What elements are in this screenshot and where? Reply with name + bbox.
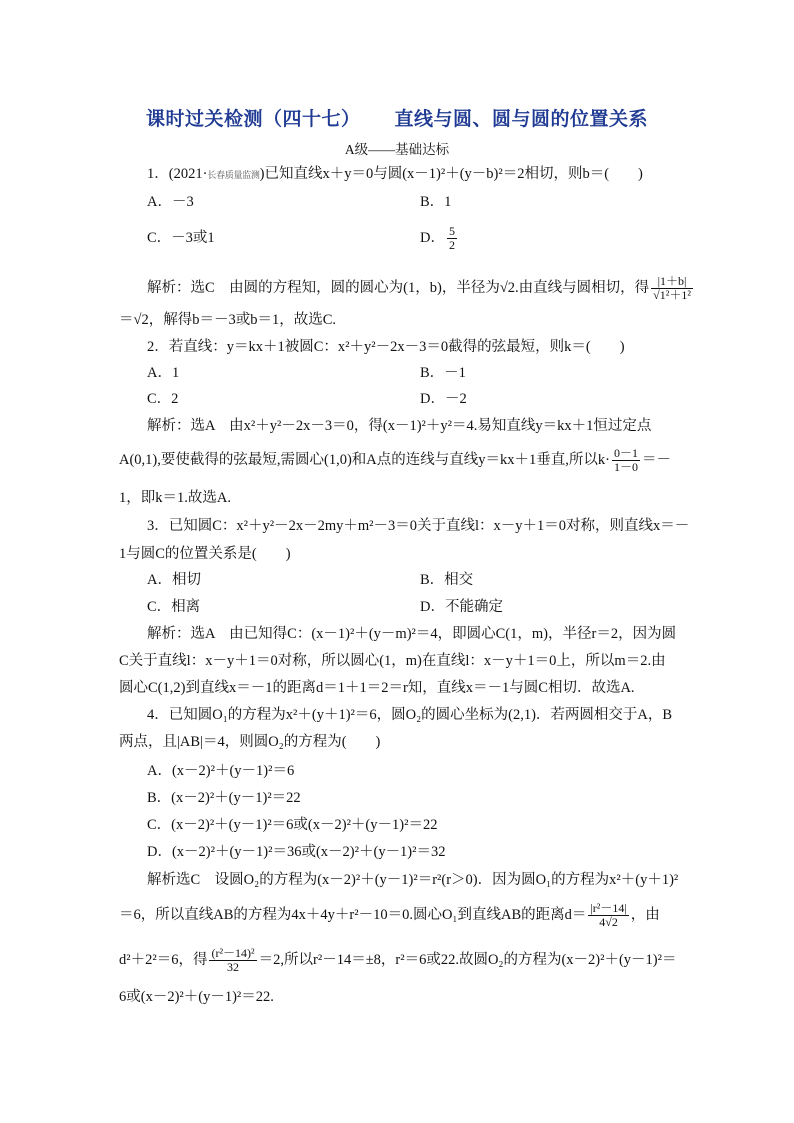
q1-option-d: D． $\frac{5}{2}$	[420, 224, 455, 253]
title-right: 直线与圆、圆与圆的位置关系	[394, 108, 649, 130]
q1-solution-line-1: 解析：选C 由圆的方程知，圆的圆心为(1，b)，半径为√2.由直线与圆相切，得 $\frac{|1+b|}{\text{√1²＋1²}}$	[147, 274, 691, 303]
q1-source: 长春质量监测	[207, 170, 260, 180]
q2-solution-line-1: 解析：选A 由x²＋y²－2x－3＝0，得(x－1)²＋y²＝4.易知直线y＝kx＋1恒过定点	[147, 418, 652, 434]
q4-solution-line-2: ＝6，所以直线AB的方程为4x＋4y＋r²－10＝0.圆心O₁到直线AB的距离d＝ $\frac{\text{|r²－14|}}{4√2}$ ，由	[119, 901, 660, 930]
q3-option-d: D．不能确定	[420, 599, 503, 615]
q2-option-b: B．－1	[420, 365, 466, 381]
q3-solution-line-1: 解析：选A 由已知得C：(x－1)²＋(y－m)²＝4，即圆心C(1，m)，半径r＝2，因为圆	[147, 626, 677, 642]
q4-option-b: B．(x－2)²＋(y－1)²＝22	[147, 790, 301, 806]
q2-option-d: D．－2	[420, 391, 467, 407]
q3-stem-line-2: 1与圆C的位置关系是( )	[119, 546, 291, 562]
q4-solution-line-4: 6或(x－2)²＋(y－1)²＝22.	[119, 989, 274, 1005]
q4-stem-line-1: 4．已知圆O₁的方程为x²＋(y＋1)²＝6，圆O₂的圆心坐标为(2,1)．若两圆相交于A，B	[147, 707, 673, 723]
q2-stem: 2．若直线：y＝kx＋1被圆C：x²＋y²－2x－3＝0截得的弦最短，则k＝( )	[147, 339, 625, 355]
level-heading: A级——基础达标	[344, 142, 450, 157]
title-left: 课时过关检测（四十七）	[145, 108, 361, 130]
q1-solution-line-2: ＝√2，解得b＝－3或b＝1，故选C.	[119, 312, 337, 328]
q2-solution-line-2: A(0,1),要使截得的弦最短,需圆心(1,0)和A点的连线与直线y＝kx＋1垂直,所以k· $\frac{0-1}{1-0}$ ＝－	[119, 446, 671, 475]
q4-solution-line-1: 解析选C 设圆O₂的方程为(x－2)²＋(y－1)²＝r²(r＞0)．因为圆O₁的方程为x²＋(y＋1)²	[147, 872, 679, 888]
q4-option-c: C．(x－2)²＋(y－1)²＝6或(x－2)²＋(y－1)²＝22	[147, 817, 438, 833]
q4-option-a: A．(x－2)²＋(y－1)²＝6	[147, 763, 295, 779]
q1-option-c: C．－3或1	[147, 230, 215, 246]
q1-stem: 1．(2021·长春质量监测)已知直线x＋y＝0与圆(x－1)²＋(y－b)²＝2相切，则b＝( )	[147, 166, 643, 182]
q2-option-c: C．2	[147, 391, 179, 407]
q1-option-d-denominator: 2	[448, 238, 455, 253]
q1-option-d-numerator: 5	[448, 224, 455, 239]
q4-stem-line-2: 两点，且|AB|＝4，则圆O₂的方程为( )	[119, 734, 381, 750]
q2-solution-line-3: 1，即k＝1.故选A.	[119, 490, 231, 506]
q1-option-b: B．1	[420, 194, 452, 210]
page-title	[0, 104, 794, 131]
q3-option-b: B．相交	[420, 572, 474, 588]
q3-option-a: A．相切	[147, 572, 201, 588]
q4-option-d: D．(x－2)²＋(y－1)²＝36或(x－2)²＋(y－1)²＝32	[147, 844, 446, 860]
q1-option-a: A．－3	[147, 194, 194, 210]
q3-option-c: C．相离	[147, 599, 201, 615]
q3-stem-line-1: 3．已知圆C：x²＋y²－2x－2my＋m²－3＝0关于直线l：x－y＋1＝0对称，则直线x＝－	[147, 518, 690, 534]
q2-option-a: A．1	[147, 365, 180, 381]
q4-solution-line-3: d²＋2²＝6，得 $\frac{\text{(r²－14)²}}{32}$ ＝2,所以r²－14＝±8，r²＝6或22.故圆O₂的方程为(x－2)²＋(y－1)²＝	[119, 946, 677, 975]
q3-solution-line-2: C关于直线l：x－y＋1＝0对称，所以圆心(1，m)在直线l：x－y＋1＝0上，所以m＝2.由	[119, 653, 666, 669]
q3-solution-line-3: 圆心C(1,2)到直线x＝－1的距离d＝1＋1＝2＝r知，直线x＝－1与圆C相切．故选A.	[119, 680, 635, 696]
